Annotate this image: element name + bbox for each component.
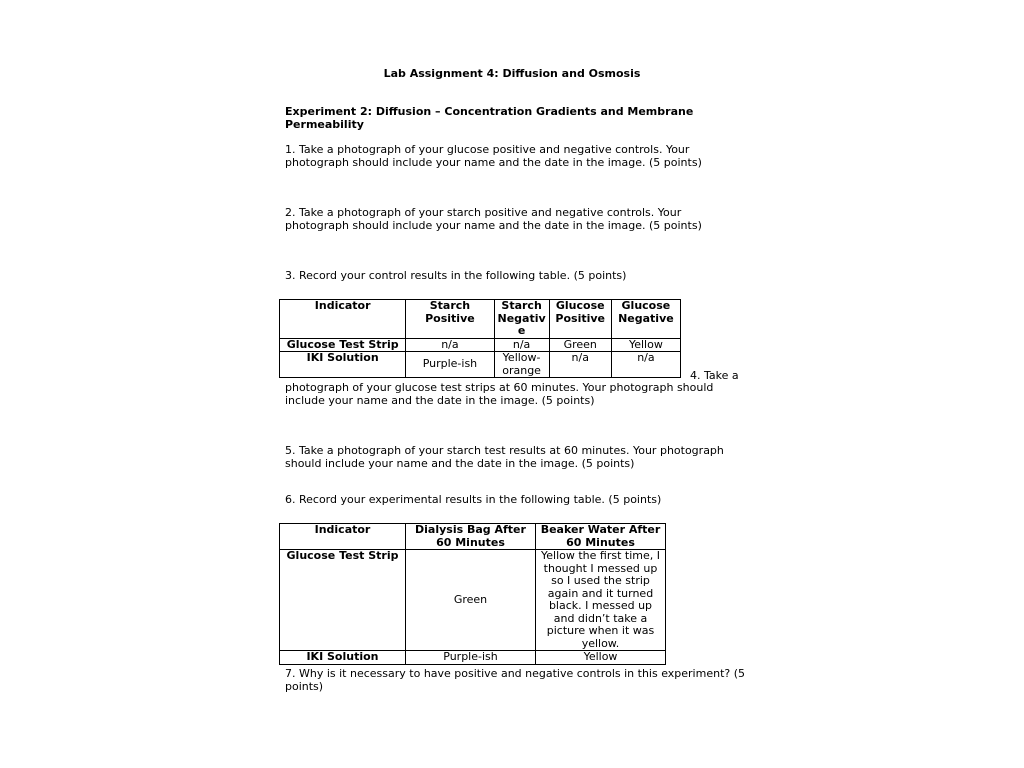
table-row [280, 338, 681, 352]
table-cell: n/a [494, 338, 549, 352]
question-3: 3. Record your control results in the following table. (5 points) [285, 269, 627, 282]
column-header: Indicator [280, 300, 406, 339]
row-header: IKI Solution [280, 651, 406, 665]
table-cell: Yellow [536, 651, 666, 665]
table-cell: Green [406, 550, 536, 651]
row-header: Glucose Test Strip [280, 338, 406, 352]
question-5: 5. Take a photograph of your starch test results at 60 minutes. Your photograph should include your name and the date in the image. (5 points) [285, 444, 724, 470]
column-header: Starch Positive [406, 300, 494, 339]
question-6: 6. Record your experimental results in the following table. (5 points) [285, 493, 662, 506]
question-7: 7. Why is it necessary to have positive and negative controls in this experiment? (5 points) [285, 667, 746, 693]
table-cell: n/a [611, 352, 680, 378]
column-header: Glucose Positive [549, 300, 611, 339]
experiment-heading: Experiment 2: Diffusion – Concentration Gradients and Membrane Permeability [285, 105, 694, 131]
question-1: 1. Take a photograph of your glucose positive and negative controls. Your photograph should include your name and the date in the image. (5 points) [285, 143, 702, 169]
table-row [280, 550, 666, 651]
table-cell: n/a [549, 352, 611, 378]
table-cell: n/a [406, 338, 494, 352]
question-4-rest: photograph of your glucose test strips at 60 minutes. Your photograph should include your name and the date in the image. (5 points) [285, 381, 714, 407]
question-4-start: 4. Take a [690, 369, 739, 382]
table-cell: Purple-ish [406, 352, 494, 378]
experimental-results-table [279, 523, 666, 665]
control-results-table [279, 299, 681, 378]
column-header: Beaker Water After 60 Minutes [536, 524, 666, 550]
page-title: Lab Assignment 4: Diffusion and Osmosis [383, 67, 641, 80]
table-header-row [280, 524, 666, 550]
row-header: IKI Solution [280, 352, 406, 378]
row-header: Glucose Test Strip [280, 550, 406, 651]
table-cell: Yellow-orange [494, 352, 549, 378]
table-row [280, 352, 681, 378]
column-header: Dialysis Bag After 60 Minutes [406, 524, 536, 550]
table-header-row [280, 300, 681, 339]
table-cell: Yellow the first time, I thought I messed up so I used the strip again and it turned black. I messed up and didn’t take a picture when it was yellow. [536, 550, 666, 651]
question-2: 2. Take a photograph of your starch positive and negative controls. Your photograph should include your name and the date in the image. (5 points) [285, 206, 702, 232]
column-header: Indicator [280, 524, 406, 550]
column-header: Glucose Negative [611, 300, 680, 339]
column-header: Starch Negativ e [494, 300, 549, 339]
table-row [280, 651, 666, 665]
table-cell: Green [549, 338, 611, 352]
table-cell: Purple-ish [406, 651, 536, 665]
table-cell: Yellow [611, 338, 680, 352]
